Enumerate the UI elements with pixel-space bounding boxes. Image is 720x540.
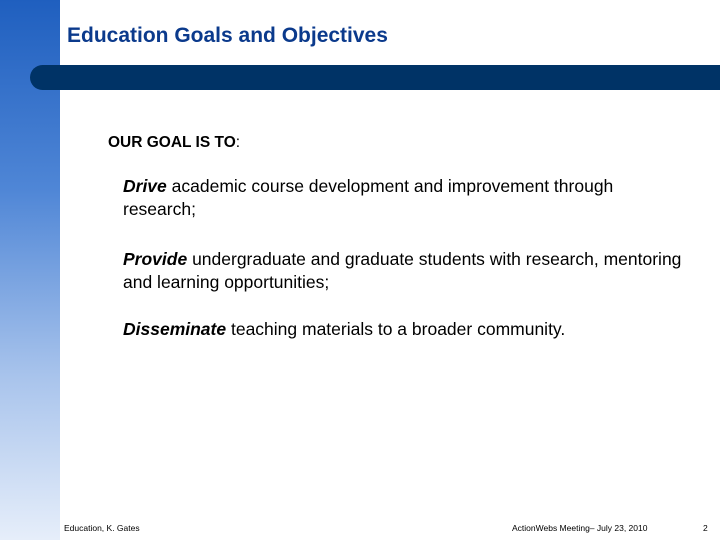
objective-item-disseminate	[123, 318, 683, 341]
objective-verb: Disseminate	[123, 319, 227, 339]
footer-meeting: ActionWebs Meeting– July 23, 2010	[512, 523, 648, 533]
footer-page-number: 2	[703, 523, 708, 533]
goal-heading-lead: OUR GOAL IS TO	[108, 134, 236, 151]
objective-text: academic course development and improvement through research;	[123, 176, 614, 219]
objective-text: undergraduate and graduate students with research, mentoring and learning opportunities;	[123, 249, 682, 292]
objective-verb: Provide	[123, 249, 188, 269]
objective-text: teaching materials to a broader community.	[226, 319, 566, 339]
title-underline-bar	[30, 65, 720, 90]
slide-title: Education Goals and Objectives	[67, 24, 388, 47]
goal-heading-colon: :	[235, 134, 241, 151]
footer-author: Education, K. Gates	[64, 523, 140, 533]
objective-item-provide	[123, 248, 683, 294]
objective-verb: Drive	[123, 176, 167, 196]
goal-heading	[108, 134, 240, 152]
objective-item-drive	[123, 175, 683, 221]
